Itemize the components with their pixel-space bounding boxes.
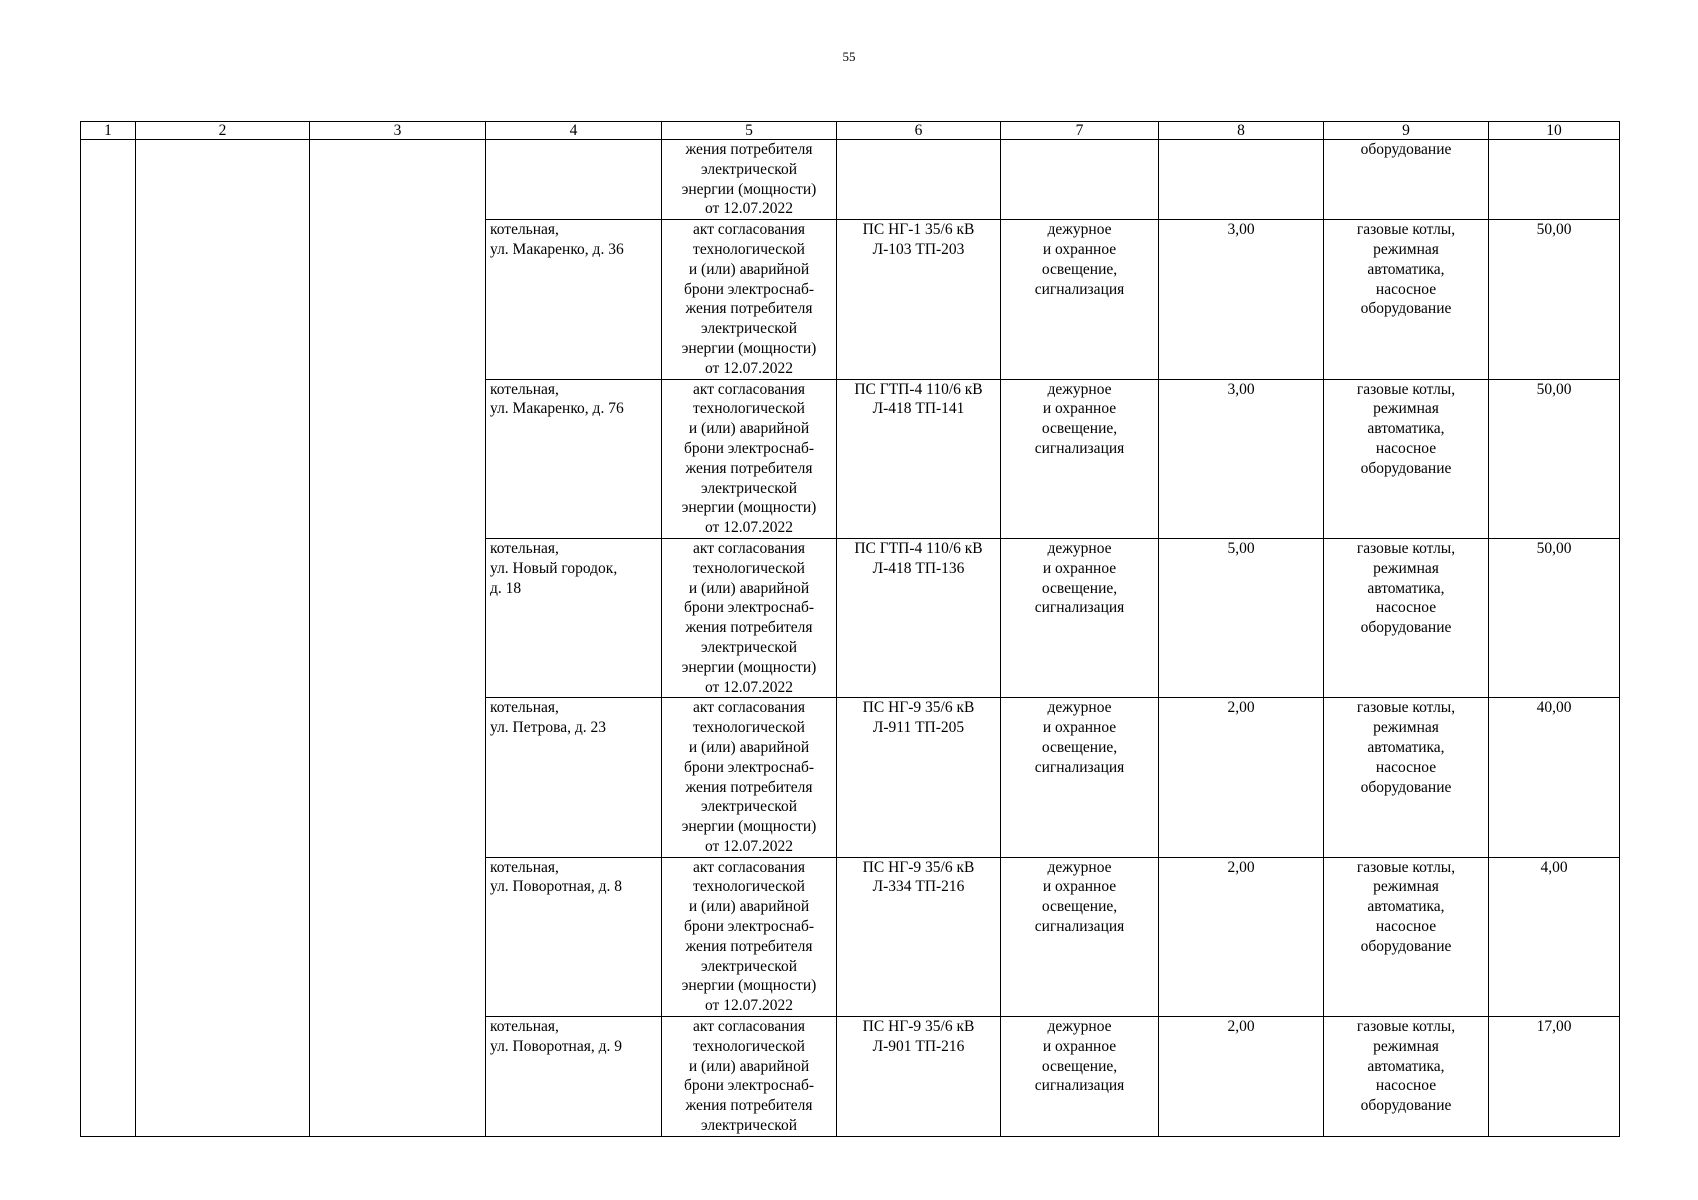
- cell-power: [1159, 140, 1324, 220]
- cell-act: жения потребителя электрической энергии (мощности) от 12.07.2022: [662, 140, 837, 220]
- cell-col2-merged: [136, 140, 310, 1137]
- cell-object: [486, 140, 662, 220]
- column-header: 6: [837, 122, 1001, 140]
- cell-act: акт согласования технологической и (или) аварийной брони электроснаб- жения потребителя электрической энергии (мощности) от 12.07.2022: [662, 538, 837, 697]
- cell-feed: [837, 140, 1001, 220]
- cell-object: котельная, ул. Поворотная, д. 9: [486, 1017, 662, 1137]
- cell-equipment: газовые котлы, режимная автоматика, насосное оборудование: [1324, 1017, 1489, 1137]
- cell-power: 3,00: [1159, 379, 1324, 538]
- cell-feed: ПС ГТП-4 110/6 кВ Л-418 ТП-136: [837, 538, 1001, 697]
- page-number: 55: [842, 49, 856, 64]
- cell-equipment: газовые котлы, режимная автоматика, насосное оборудование: [1324, 698, 1489, 857]
- column-header: 2: [136, 122, 310, 140]
- cell-act: акт согласования технологической и (или) аварийной брони электроснаб- жения потребителя электрической энергии (мощности) от 12.07.2022: [662, 698, 837, 857]
- cell-col10: 50,00: [1489, 220, 1620, 379]
- cell-col10: 40,00: [1489, 698, 1620, 857]
- cell-load-type: дежурное и охранное освещение, сигнализация: [1001, 1017, 1159, 1137]
- cell-act: акт согласования технологической и (или) аварийной брони электроснаб- жения потребителя электрической энергии (мощности) от 12.07.2022: [662, 220, 837, 379]
- cell-feed: ПС НГ-9 35/6 кВ Л-911 ТП-205: [837, 698, 1001, 857]
- cell-feed: ПС НГ-9 35/6 кВ Л-334 ТП-216: [837, 857, 1001, 1016]
- cell-object: котельная, ул. Петрова, д. 23: [486, 698, 662, 857]
- cell-load-type: [1001, 140, 1159, 220]
- cell-load-type: дежурное и охранное освещение, сигнализация: [1001, 538, 1159, 697]
- cell-power: 2,00: [1159, 698, 1324, 857]
- cell-load-type: дежурное и охранное освещение, сигнализация: [1001, 698, 1159, 857]
- table-row-continuation: [81, 140, 1620, 220]
- cell-object: котельная, ул. Макаренко, д. 76: [486, 379, 662, 538]
- cell-act: акт согласования технологической и (или) аварийной брони электроснаб- жения потребителя электрической энергии (мощности) от 12.07.2022: [662, 379, 837, 538]
- cell-act: акт согласования технологической и (или) аварийной брони электроснаб- жения потребителя электрической энергии (мощности) от 12.07.2022: [662, 857, 837, 1016]
- header-row: [81, 122, 1620, 140]
- cell-equipment: газовые котлы, режимная автоматика, насосное оборудование: [1324, 538, 1489, 697]
- cell-act: акт согласования технологической и (или) аварийной брони электроснаб- жения потребителя электрической: [662, 1017, 837, 1137]
- data-table: [80, 121, 1620, 1137]
- cell-equipment: газовые котлы, режимная автоматика, насосное оборудование: [1324, 379, 1489, 538]
- cell-col10: 50,00: [1489, 538, 1620, 697]
- cell-col10: 50,00: [1489, 379, 1620, 538]
- cell-object: котельная, ул. Новый городок, д. 18: [486, 538, 662, 697]
- column-header: 7: [1001, 122, 1159, 140]
- column-header: 4: [486, 122, 662, 140]
- column-header: 3: [310, 122, 486, 140]
- cell-equipment: газовые котлы, режимная автоматика, насосное оборудование: [1324, 220, 1489, 379]
- cell-load-type: дежурное и охранное освещение, сигнализация: [1001, 379, 1159, 538]
- cell-power: 3,00: [1159, 220, 1324, 379]
- cell-power: 5,00: [1159, 538, 1324, 697]
- cell-object: котельная, ул. Макаренко, д. 36: [486, 220, 662, 379]
- cell-load-type: дежурное и охранное освещение, сигнализация: [1001, 220, 1159, 379]
- cell-equipment: оборудование: [1324, 140, 1489, 220]
- cell-col10: 17,00: [1489, 1017, 1620, 1137]
- cell-feed: ПС НГ-9 35/6 кВ Л-901 ТП-216: [837, 1017, 1001, 1137]
- cell-col10: [1489, 140, 1620, 220]
- cell-object: котельная, ул. Поворотная, д. 8: [486, 857, 662, 1016]
- cell-equipment: газовые котлы, режимная автоматика, насосное оборудование: [1324, 857, 1489, 1016]
- column-header: 5: [662, 122, 837, 140]
- cell-load-type: дежурное и охранное освещение, сигнализация: [1001, 857, 1159, 1016]
- column-header: 1: [81, 122, 136, 140]
- cell-col3-merged: [310, 140, 486, 1137]
- cell-feed: ПС ГТП-4 110/6 кВ Л-418 ТП-141: [837, 379, 1001, 538]
- column-header: 10: [1489, 122, 1620, 140]
- cell-power: 2,00: [1159, 1017, 1324, 1137]
- cell-col10: 4,00: [1489, 857, 1620, 1016]
- column-header: 8: [1159, 122, 1324, 140]
- cell-feed: ПС НГ-1 35/6 кВ Л-103 ТП-203: [837, 220, 1001, 379]
- column-header: 9: [1324, 122, 1489, 140]
- cell-power: 2,00: [1159, 857, 1324, 1016]
- cell-col1-merged: [81, 140, 136, 1137]
